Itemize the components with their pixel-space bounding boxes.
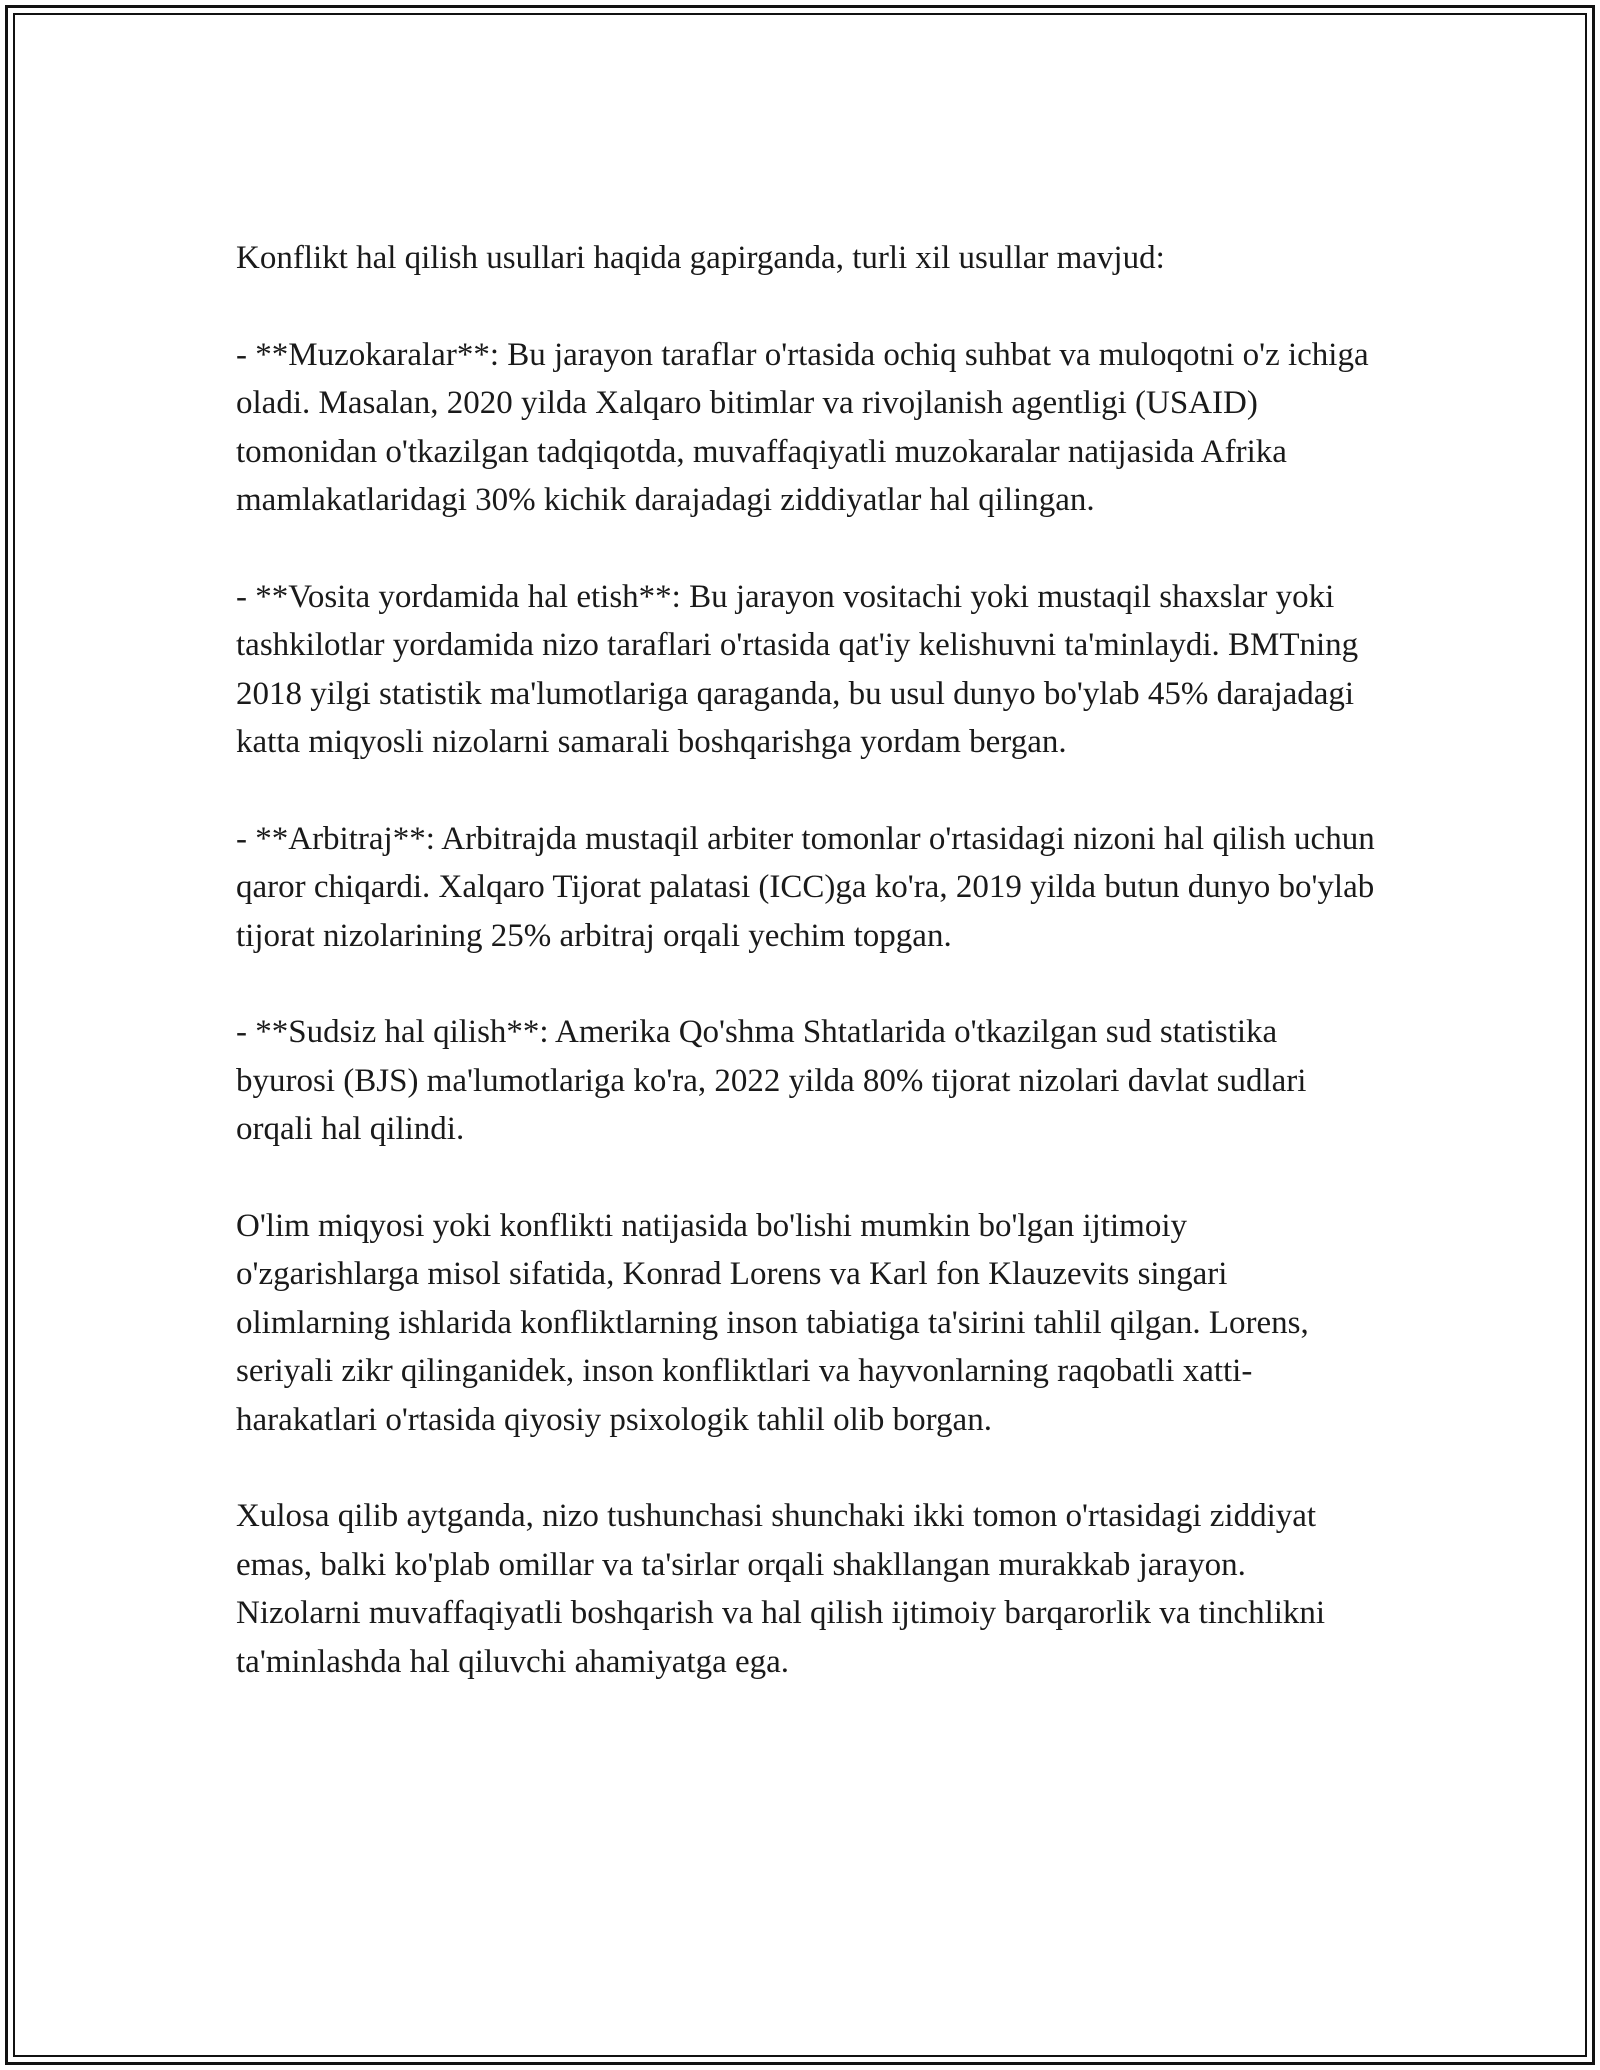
- paragraph-muzokaralar: - **Muzokaralar**: Bu jarayon taraflar o'rtasida ochiq suhbat va muloqotni o'z ichiga oladi. Masalan, 2020 yilda Xalqaro bitimlar va rivojlanish agentligi (USAID) tomonidan o'tkazilgan tadqiqotda, muvaffaqiyatli muzokaralar natijasida Afrika mamlakatlaridagi 30% kichik darajadagi ziddiyatlar hal qilingan.: [236, 336, 1369, 519]
- paragraph-xulosa: Xulosa qilib aytganda, nizo tushunchasi shunchaki ikki tomon o'rtasidagi ziddiyat emas, balki ko'plab omillar va ta'sirlar orqali shakllangan murakkab jarayon. Nizolarni muvaffaqiyatli boshqarish va hal qilish ijtimoiy barqarorlik va tinchlikni ta'minlashda hal qiluvchi ahamiyatga ega.: [236, 1498, 1326, 1680]
- paragraph-vosita: - **Vosita yordamida hal etish**: Bu jarayon vositachi yoki mustaqil shaxslar yoki tashkilotlar yordamida nizo taraflari o'rtasida qat'iy kelishuvni ta'minlaydi. BMTning 2018 yilgi statistik ma'lumotlariga qaraganda, bu usul dunyo bo'ylab 45% darajadagi katta miqyosli nizolarni samarali boshqarishga yordam bergan.: [236, 578, 1359, 761]
- paragraph-sudsiz: - **Sudsiz hal qilish**: Amerika Qo'shma Shtatlarida o'tkazilgan sud statistika byurosi (BJS) ma'lumotlariga ko'ra, 2022 yilda 80% tijorat nizolari davlat sudlari orqali hal qilindi.: [236, 1014, 1307, 1148]
- document-body: [236, 234, 1376, 1734]
- intro-paragraph: Konflikt hal qilish usullari haqida gapirganda, turli xil usullar mavjud:: [236, 240, 1165, 276]
- paragraph-arbitraj: - **Arbitraj**: Arbitrajda mustaqil arbiter tomonlar o'rtasidagi nizoni hal qilish uchun qaror chiqardi. Xalqaro Tijorat palatasi (ICC)ga ko'ra, 2019 yilda butun dunyo bo'ylab tijorat nizolarining 25% arbitraj orqali yechim topgan.: [236, 820, 1375, 954]
- paragraph-olim-miqyosi: O'lim miqyosi yoki konflikti natijasida bo'lishi mumkin bo'lgan ijtimoiy o'zgarishlarga misol sifatida, Konrad Lorens va Karl fon Klauzevits singari olimlarning ishlarida konfliktlarning inson tabiatiga ta'sirini tahlil qilgan. Lorens, seriyali zikr qilinganidek, inson konfliktlari va hayvonlarning raqobatli xatti-harakatlari o'rtasida qiyosiy psixologik tahlil olib borgan.: [236, 1208, 1309, 1438]
